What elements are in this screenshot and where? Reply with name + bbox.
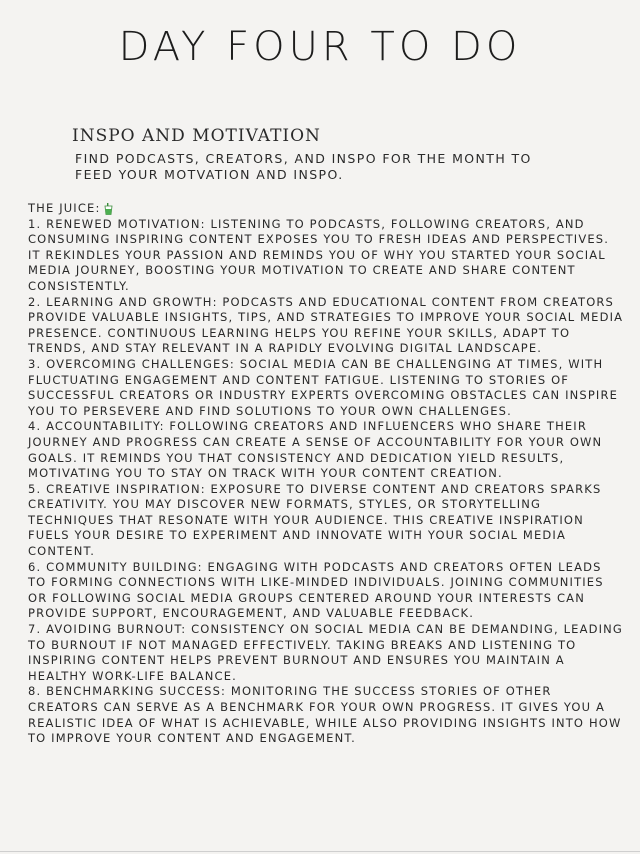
list-item: 7. AVOIDING BURNOUT: CONSISTENCY ON SOCIAL MEDIA CAN BE DEMANDING, LEADING TO BURNOUT IF NOT MANAGED EFFECTIVELY. TAKING BREAKS AND LISTENING TO INSPIRING CONTENT HELPS PREVENT BURNOUT AND ENSURES YOU MAINTAIN A HEALTHY WORK-LIFE BALANCE. bbox=[28, 622, 623, 683]
list-item: 5. CREATIVE INSPIRATION: EXPOSURE TO DIVERSE CONTENT AND CREATORS SPARKS CREATIVITY. YOU MAY DISCOVER NEW FORMATS, STYLES, OR STORYTELLING TECHNIQUES THAT RESONATE WITH YOUR AUDIENCE. THIS CREATIVE INSPIRATION FUELS YOUR DESIRE TO EXPERIMENT AND INNOVATE WITH YOUR SOCIAL MEDIA CONTENT. bbox=[28, 481, 602, 559]
list-item: 8. BENCHMARKING SUCCESS: MONITORING THE SUCCESS STORIES OF OTHER CREATORS CAN SERVE AS A BENCHMARK FOR YOUR OWN PROGRESS. IT GIVES YOU A REALISTIC IDEA OF WHAT IS ACHIEVABLE, WHILE ALSO PROVIDING INSIGHTS INTO HOW TO IMPROVE YOUR CONTENT AND ENGAGEMENT. bbox=[28, 684, 622, 746]
juice-section bbox=[28, 201, 624, 747]
juice-label: THE JUICE: bbox=[28, 201, 101, 215]
list-item: 3. OVERCOMING CHALLENGES: SOCIAL MEDIA CAN BE CHALLENGING AT TIMES, WITH FLUCTUATING ENGAGEMENT AND CONTENT FATIGUE. LISTENING TO STORIES OF SUCCESSFUL CREATORS OR INDUSTRY EXPERTS OVERCOMING OBSTACLES CAN INSPIRE YOU TO PERSEVERE AND FIND SOLUTIONS TO YOUR OWN CHALLENGES. bbox=[28, 356, 619, 418]
section-intro: FIND PODCASTS, CREATORS, AND INSPO FOR THE MONTH TO FEED YOUR MOTVATION AND INSPO. bbox=[75, 151, 532, 182]
divider bbox=[0, 851, 640, 852]
list-item: 2. LEARNING AND GROWTH: PODCASTS AND EDUCATIONAL CONTENT FROM CREATORS PROVIDE VALUABLE INSIGHTS, TIPS, AND STRATEGIES TO IMPROVE YOUR SOCIAL MEDIA PRESENCE. CONTINUOUS LEARNING HELPS YOU REFINE YOUR SKILLS, ADAPT TO TRENDS, AND STAY RELEVANT IN A RAPIDLY EVOLVING DIGITAL LANDSCAPE. bbox=[28, 294, 624, 356]
page-title: DAY FOUR TO DO bbox=[118, 24, 522, 70]
list-item: 4. ACCOUNTABILITY: FOLLOWING CREATORS AND INFLUENCERS WHO SHARE THEIR JOURNEY AND PROGRESS CAN CREATE A SENSE OF ACCOUNTABILITY FOR YOUR OWN GOALS. IT REMINDS YOU THAT CONSISTENCY AND DEDICATION YIELD RESULTS, MOTIVATING YOU TO STAY ON TRACK WITH YOUR CONTENT CREATION. bbox=[28, 419, 603, 481]
juice-label-row bbox=[28, 201, 624, 217]
list-item: 1. RENEWED MOTIVATION: LISTENING TO PODCASTS, FOLLOWING CREATORS, AND CONSUMING INSPIRING CONTENT EXPOSES YOU TO FRESH IDEAS AND PERSPECTIVES. IT REKINDLES YOUR PASSION AND REMINDS YOU OF WHY YOU STARTED YOUR SOCIAL MEDIA JOURNEY, BOOSTING YOUR MOTIVATION TO CREATE AND SHARE CONTENT CONSISTENTLY. bbox=[28, 216, 610, 293]
juice-cup-icon bbox=[104, 203, 113, 215]
section-heading: INSPO AND MOTIVATION bbox=[72, 126, 321, 146]
list-item: 6. COMMUNITY BUILDING: ENGAGING WITH PODCASTS AND CREATORS OFTEN LEADS TO FORMING CONNECTIONS WITH LIKE-MINDED INDIVIDUALS. JOINING COMMUNITIES OR FOLLOWING SOCIAL MEDIA GROUPS CENTERED AROUND YOUR INTERESTS CAN PROVIDE SUPPORT, ENCOURAGEMENT, AND VALUABLE FEEDBACK. bbox=[28, 559, 604, 621]
